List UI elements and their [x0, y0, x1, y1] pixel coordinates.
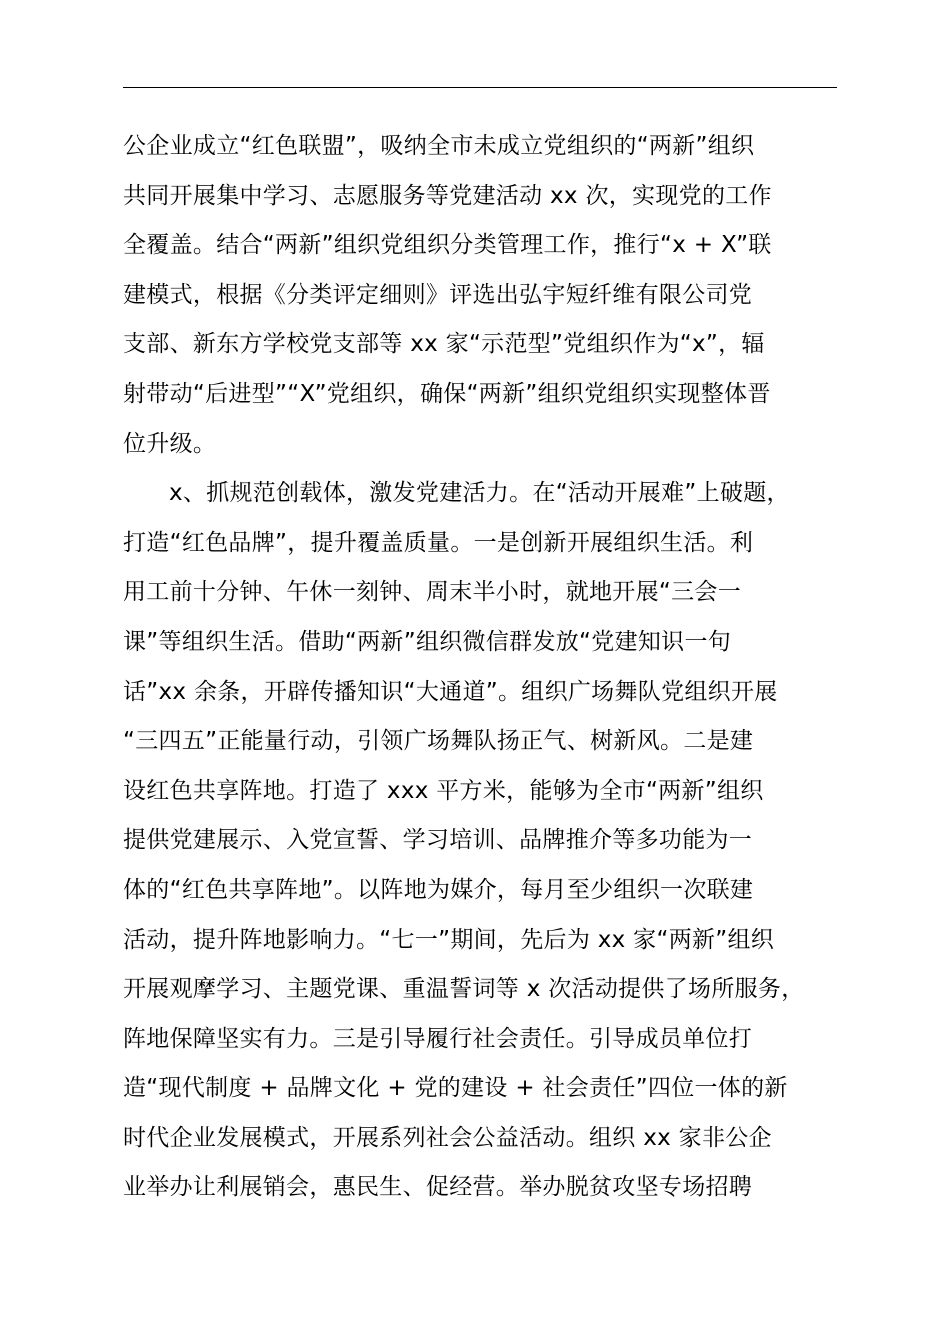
document-body	[123, 122, 858, 1213]
text-line: 开展观摩学习、主题党课、重温誓词等 x 次活动提供了场所服务，	[123, 976, 805, 1003]
text-line: 活动，提升阵地影响力。“七一”期间，先后为 xx 家“两新”组织	[123, 926, 775, 953]
text-line: 支部、新东方学校党支部等 xx 家“示范型”党组织作为“x”，辐	[123, 331, 765, 358]
text-line: 业举办让利展销会，惠民生、促经营。举办脱贫攻坚专场招聘	[123, 1174, 753, 1201]
text-line: 体的“红色共享阵地”。以阵地为媒介，每月至少组织一次联建	[123, 876, 754, 903]
text-line: 公企业成立“红色联盟”，吸纳全市未成立党组织的“两新”组织	[123, 133, 755, 159]
text-line: 建模式，根据《分类评定细则》评选出弘宇短纤维有限公司党	[123, 281, 753, 308]
text-line: 阵地保障坚实有力。三是引导履行社会责任。引导成员单位打	[123, 1025, 753, 1052]
text-line: 位升级。	[123, 430, 217, 457]
text-line: 设红色共享阵地。打造了 xxx 平方米，能够为全市“两新”组织	[123, 777, 764, 804]
text-line: 射带动“后进型”“X”党组织，确保“两新”组织党组织实现整体晋	[123, 380, 771, 407]
text-line: 话”xx 余条，开辟传播知识“大通道”。组织广场舞队党组织开展	[123, 678, 778, 705]
text-line: 提供党建展示、入党宣誓、学习培训、品牌推介等多功能为一	[123, 827, 753, 854]
text-line: 打造“红色品牌”，提升覆盖质量。一是创新开展组织生活。利	[123, 529, 754, 556]
text-line: 用工前十分钟、午休一刻钟、周末半小时，就地开展“三会一	[123, 579, 742, 606]
paragraph	[123, 122, 858, 469]
text-line: 造“现代制度 + 品牌文化 + 党的建设 + 社会责任”四位一体的新	[123, 1075, 788, 1102]
text-line: x、抓规范创载体，激发党建活力。在“活动开展难”上破题，	[169, 480, 790, 507]
text-line: 课”等组织生活。借助“两新”组织微信群发放“党建知识一句	[123, 628, 732, 655]
text-line: “三四五”正能量行动，引领广场舞队扬正气、树新风。二是建	[123, 728, 754, 755]
text-line: 时代企业发展模式，开展系列社会公益活动。组织 xx 家非公企	[123, 1124, 772, 1151]
paragraph	[123, 469, 858, 1213]
text-line: 全覆盖。结合“两新”组织党组织分类管理工作，推行“x + X”联	[123, 232, 772, 259]
header-rule	[123, 87, 837, 88]
text-line: 共同开展集中学习、志愿服务等党建活动 xx 次，实现党的工作	[123, 182, 772, 209]
